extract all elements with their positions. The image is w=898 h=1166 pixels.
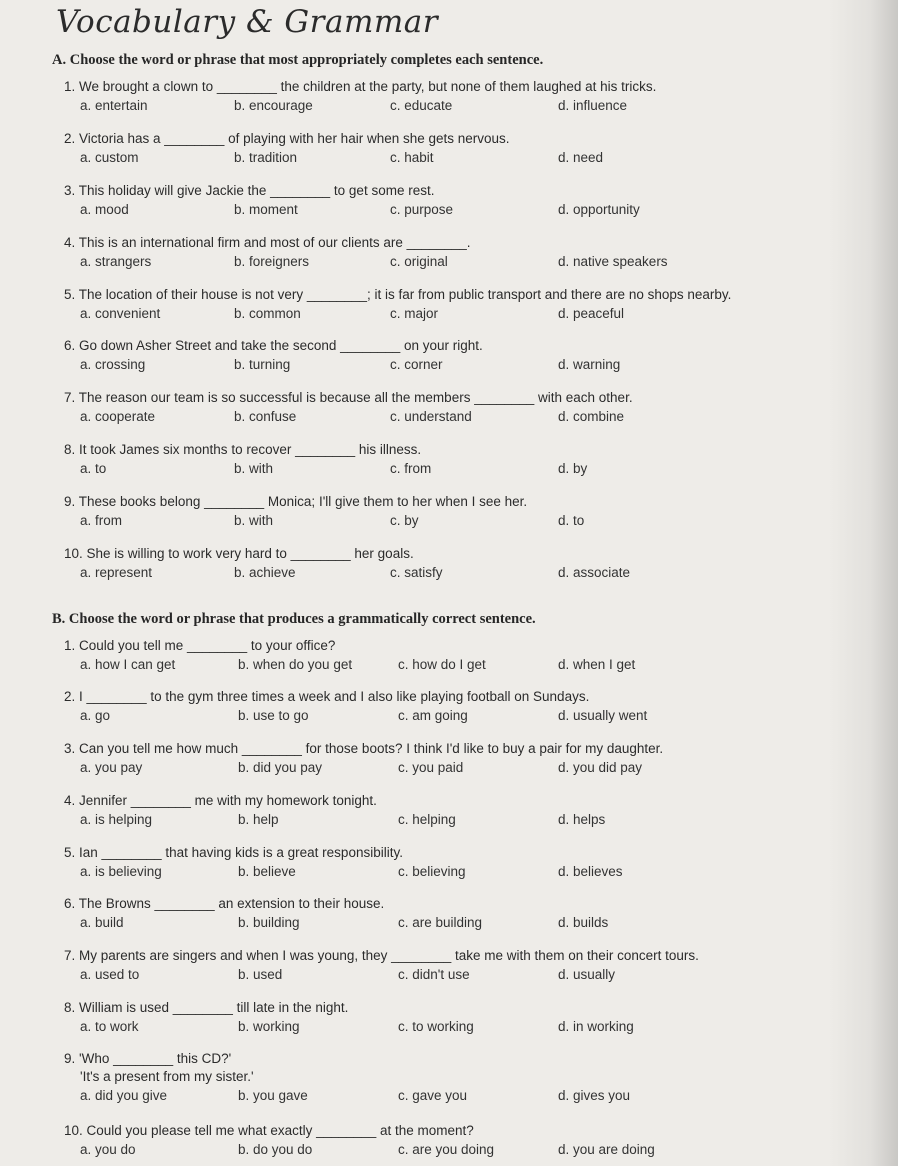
section-a-question-5	[64, 286, 874, 324]
option-b[interactable]: b. confuse	[234, 409, 297, 424]
option-d[interactable]: d. you did pay	[558, 760, 643, 775]
section-a-heading: A. Choose the word or phrase that most appropriately completes each sentence.	[52, 52, 544, 68]
answer-options	[64, 200, 874, 220]
question-text: 2. Victoria has a ________ of playing with her hair when she gets nervous.	[64, 131, 510, 146]
section-a-question-7	[64, 389, 874, 427]
option-c[interactable]: c. how do I get	[398, 657, 486, 672]
answer-options	[64, 459, 874, 479]
option-d[interactable]: d. usually	[558, 967, 616, 982]
option-c[interactable]: c. educate	[390, 98, 453, 113]
option-d[interactable]: d. by	[558, 461, 588, 476]
question-text: 4. This is an international firm and most of our clients are ________.	[64, 235, 471, 250]
option-b[interactable]: b. working	[238, 1019, 300, 1034]
option-a[interactable]: a. build	[80, 915, 124, 930]
question-text: 3. Can you tell me how much ________ for those boots? I think I'd like to buy a pair for my daughter.	[64, 741, 664, 756]
option-b[interactable]: b. foreigners	[234, 254, 310, 269]
answer-options	[64, 758, 874, 778]
question-text: 2. I ________ to the gym three times a week and I also like playing football on Sundays.	[64, 689, 590, 704]
option-b[interactable]: b. do you do	[238, 1142, 313, 1157]
section-b-heading: B. Choose the word or phrase that produces a grammatically correct sentence.	[52, 611, 536, 627]
option-d[interactable]: d. gives you	[558, 1088, 631, 1103]
option-a[interactable]: a. how I can get	[80, 657, 176, 672]
answer-options	[64, 1017, 874, 1037]
section-b-question-3	[64, 740, 874, 778]
option-c[interactable]: c. original	[390, 254, 448, 269]
option-c[interactable]: c. understand	[390, 409, 472, 424]
answer-options	[64, 96, 874, 116]
answer-options	[64, 810, 874, 830]
answer-options	[64, 706, 874, 726]
option-a[interactable]: a. to work	[80, 1019, 139, 1034]
option-a[interactable]: a. represent	[80, 565, 153, 580]
option-c[interactable]: c. helping	[398, 812, 456, 827]
section-a-question-3	[64, 182, 874, 220]
question-text: 5. The location of their house is not very ________; it is far from public transport and there are no shops nearby.	[64, 287, 732, 302]
section-a-question-1	[64, 78, 874, 116]
option-d[interactable]: d. usually went	[558, 708, 648, 723]
section-b-question-2	[64, 688, 874, 726]
option-d[interactable]: d. native speakers	[558, 254, 668, 269]
question-text: 8. It took James six months to recover ________ his illness.	[64, 442, 422, 457]
option-d[interactable]: d. peaceful	[558, 306, 625, 321]
option-b[interactable]: b. common	[234, 306, 301, 321]
option-d[interactable]: d. you are doing	[558, 1142, 655, 1157]
option-b[interactable]: b. with	[234, 513, 274, 528]
option-c[interactable]: c. habit	[390, 150, 434, 165]
question-text: 3. This holiday will give Jackie the ________ to get some rest.	[64, 183, 435, 198]
option-a[interactable]: a. custom	[80, 150, 139, 165]
option-b[interactable]: b. encourage	[234, 98, 313, 113]
answer-options	[64, 407, 874, 427]
option-a[interactable]: a. is believing	[80, 864, 162, 879]
option-d[interactable]: d. associate	[558, 565, 631, 580]
question-text: 10. Could you please tell me what exactly ________ at the moment?	[64, 1123, 474, 1138]
section-b-question-10	[64, 1122, 874, 1160]
option-a[interactable]: a. strangers	[80, 254, 152, 269]
option-b[interactable]: b. when do you get	[238, 657, 353, 672]
option-c[interactable]: c. corner	[390, 357, 443, 372]
option-d[interactable]: d. helps	[558, 812, 606, 827]
option-b[interactable]: b. building	[238, 915, 300, 930]
question-text: 1. Could you tell me ________ to your office?	[64, 638, 336, 653]
option-c[interactable]: c. didn't use	[398, 967, 470, 982]
option-d[interactable]: d. when I get	[558, 657, 636, 672]
answer-options	[64, 148, 874, 168]
question-text: 7. My parents are singers and when I was young, they ________ take me with them on their concert tours.	[64, 948, 699, 963]
section-b-question-4	[64, 792, 874, 830]
option-b[interactable]: b. tradition	[234, 150, 298, 165]
option-b[interactable]: b. use to go	[238, 708, 309, 723]
option-a[interactable]: a. from	[80, 513, 123, 528]
option-b[interactable]: b. achieve	[234, 565, 296, 580]
answer-options	[64, 965, 874, 985]
option-d[interactable]: d. believes	[558, 864, 623, 879]
option-c[interactable]: c. gave you	[398, 1088, 468, 1103]
answer-options	[64, 252, 874, 272]
question-text: 4. Jennifer ________ me with my homework tonight.	[64, 793, 377, 808]
section-b-question-8	[64, 999, 874, 1037]
page-title: Vocabulary & Grammar	[56, 4, 439, 40]
answer-options	[64, 655, 874, 675]
answer-options	[64, 304, 874, 324]
section-b-question-6	[64, 895, 874, 933]
option-c[interactable]: c. purpose	[390, 202, 454, 217]
section-a-question-2	[64, 130, 874, 168]
option-c[interactable]: c. satisfy	[390, 565, 443, 580]
option-a[interactable]: a. you pay	[80, 760, 143, 775]
option-b[interactable]: b. did you pay	[238, 760, 323, 775]
answer-options	[64, 1086, 874, 1106]
option-a[interactable]: a. is helping	[80, 812, 153, 827]
section-a-question-4	[64, 234, 874, 272]
answer-options	[64, 563, 874, 583]
option-c[interactable]: c. from	[390, 461, 432, 476]
option-c[interactable]: c. you paid	[398, 760, 464, 775]
option-b[interactable]: b. you gave	[238, 1088, 308, 1103]
option-b[interactable]: b. moment	[234, 202, 298, 217]
option-c[interactable]: c. to working	[398, 1019, 474, 1034]
question-text: 5. Ian ________ that having kids is a great responsibility.	[64, 845, 403, 860]
answer-options	[64, 913, 874, 933]
option-a[interactable]: a. go	[80, 708, 111, 723]
section-a-question-9	[64, 493, 874, 531]
option-a[interactable]: a. crossing	[80, 357, 146, 372]
option-d[interactable]: d. combine	[558, 409, 625, 424]
option-a[interactable]: a. you do	[80, 1142, 136, 1157]
option-b[interactable]: b. with	[234, 461, 274, 476]
option-c[interactable]: c. by	[390, 513, 419, 528]
section-b-question-1	[64, 637, 874, 675]
option-d[interactable]: d. need	[558, 150, 604, 165]
section-a-question-8	[64, 441, 874, 479]
option-c[interactable]: c. believing	[398, 864, 466, 879]
option-a[interactable]: a. used to	[80, 967, 140, 982]
question-response-line: 'It's a present from my sister.'	[80, 1069, 254, 1084]
section-b-question-9	[64, 1050, 874, 1106]
option-b[interactable]: b. believe	[238, 864, 296, 879]
option-c[interactable]: c. major	[390, 306, 439, 321]
section-a-question-6	[64, 337, 874, 375]
option-b[interactable]: b. help	[238, 812, 279, 827]
option-a[interactable]: a. to	[80, 461, 107, 476]
option-d[interactable]: d. warning	[558, 357, 621, 372]
question-text: 8. William is used ________ till late in the night.	[64, 1000, 349, 1015]
option-a[interactable]: a. mood	[80, 202, 129, 217]
answer-options	[64, 862, 874, 882]
option-b[interactable]: b. turning	[234, 357, 291, 372]
option-c[interactable]: c. are building	[398, 915, 483, 930]
option-c[interactable]: c. are you doing	[398, 1142, 495, 1157]
answer-options	[64, 511, 874, 531]
answer-options	[64, 1140, 874, 1160]
option-a[interactable]: a. entertain	[80, 98, 148, 113]
option-a[interactable]: a. convenient	[80, 306, 161, 321]
option-d[interactable]: d. builds	[558, 915, 609, 930]
question-text: 7. The reason our team is so successful is because all the members ________ with each other.	[64, 390, 633, 405]
section-b-question-7	[64, 947, 874, 985]
option-d[interactable]: d. in working	[558, 1019, 634, 1034]
option-d[interactable]: d. influence	[558, 98, 628, 113]
option-d[interactable]: d. to	[558, 513, 585, 528]
question-text: 6. The Browns ________ an extension to their house.	[64, 896, 385, 911]
option-c[interactable]: c. am going	[398, 708, 468, 723]
option-b[interactable]: b. used	[238, 967, 283, 982]
answer-options	[64, 355, 874, 375]
question-text: 10. She is willing to work very hard to ________ her goals.	[64, 546, 414, 561]
section-a-question-10	[64, 545, 874, 583]
section-b-question-5	[64, 844, 874, 882]
option-d[interactable]: d. opportunity	[558, 202, 640, 217]
question-text: 9. These books belong ________ Monica; I'll give them to her when I see her.	[64, 494, 528, 509]
question-text: 6. Go down Asher Street and take the second ________ on your right.	[64, 338, 483, 353]
option-a[interactable]: a. did you give	[80, 1088, 168, 1103]
question-text: 9. 'Who ________ this CD?'	[64, 1051, 232, 1066]
option-a[interactable]: a. cooperate	[80, 409, 156, 424]
question-text: 1. We brought a clown to ________ the children at the party, but none of them laughed at his tricks.	[64, 79, 657, 94]
